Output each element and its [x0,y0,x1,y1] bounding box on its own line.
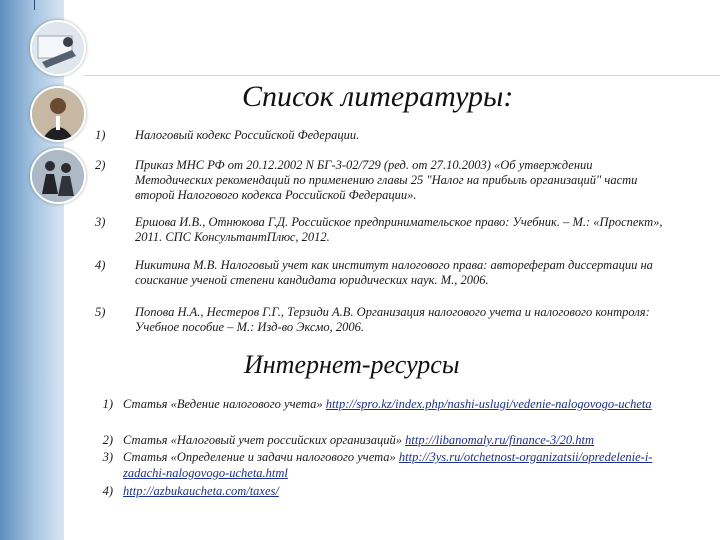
resource-description: Статья «Определение и задачи налогового учета» [123,450,399,464]
section-subtitle: Интернет-ресурсы [244,350,460,379]
list-item-number: 2) [102,433,113,447]
business-people-photo-icon [30,148,86,204]
list-item-text [123,432,663,448]
list-item-number: 5) [95,305,106,319]
list-item-text: Никитина М.В. Налоговый учет как институт налогового права: автореферат диссертации на соискание ученой степени кандидата юридических наук. М., 2006. [135,258,653,287]
top-divider-line [34,0,35,10]
header-rule [84,75,720,76]
list-item-text: Ершова И.В., Отнюкова Г.Д. Российское предпринимательское право: Учебник. – М.: «Проспект», 2011. СПС КонсультантПлюс, 2012. [135,215,663,244]
list-item-text: Попова Н.А., Нестеров Г.Г., Терзиди А.В. Организация налогового учета и налогового контроля: Учебное пособие – М.: Изд-во Эксмо, 2006. [135,305,650,334]
resource-link[interactable]: http://3ys.ru/otchetnost-organizatsii/opredelenie-i-zadachi-nalogovogo-ucheta.html [123,450,653,480]
list-item-number: 2) [95,158,106,172]
businessman-photo-icon [30,86,86,142]
list-item-text [123,483,663,499]
list-item-number: 1) [102,397,113,411]
left-decorative-bar [0,0,64,540]
list-item-number: 3) [95,215,106,229]
resource-link[interactable]: http://azbukaucheta.com/taxes/ [123,484,279,498]
resource-description: Статья «Ведение налогового учета» [123,397,326,411]
list-item-number: 1) [95,128,106,142]
list-item-text: Налоговый кодекс Российской Федерации. [135,128,360,142]
list-item-text [123,449,663,481]
list-item-text: Приказ МНС РФ от 20.12.2002 N БГ-3-02/729 (ред. от 27.10.2003) «Об утверждении Методических рекомендаций по применению главы 25 "Налог на прибыль организаций" части второй Налогового кодекса Российской Федерации». [135,158,638,202]
resource-link[interactable]: http://spro.kz/index.php/nashi-uslugi/vedenie-nalogovogo-ucheta [325,397,652,411]
resource-description: Статья «Налоговый учет российских организаций» [123,433,406,447]
page-title: Список литературы: [242,80,514,113]
list-item-text [123,396,663,412]
office-photo-icon [30,20,86,76]
list-item-number: 3) [102,450,113,464]
list-item-number: 4) [95,258,106,272]
list-item-number: 4) [102,484,113,498]
resource-link[interactable]: http://libanomaly.ru/finance-3/20.htm [405,433,595,447]
